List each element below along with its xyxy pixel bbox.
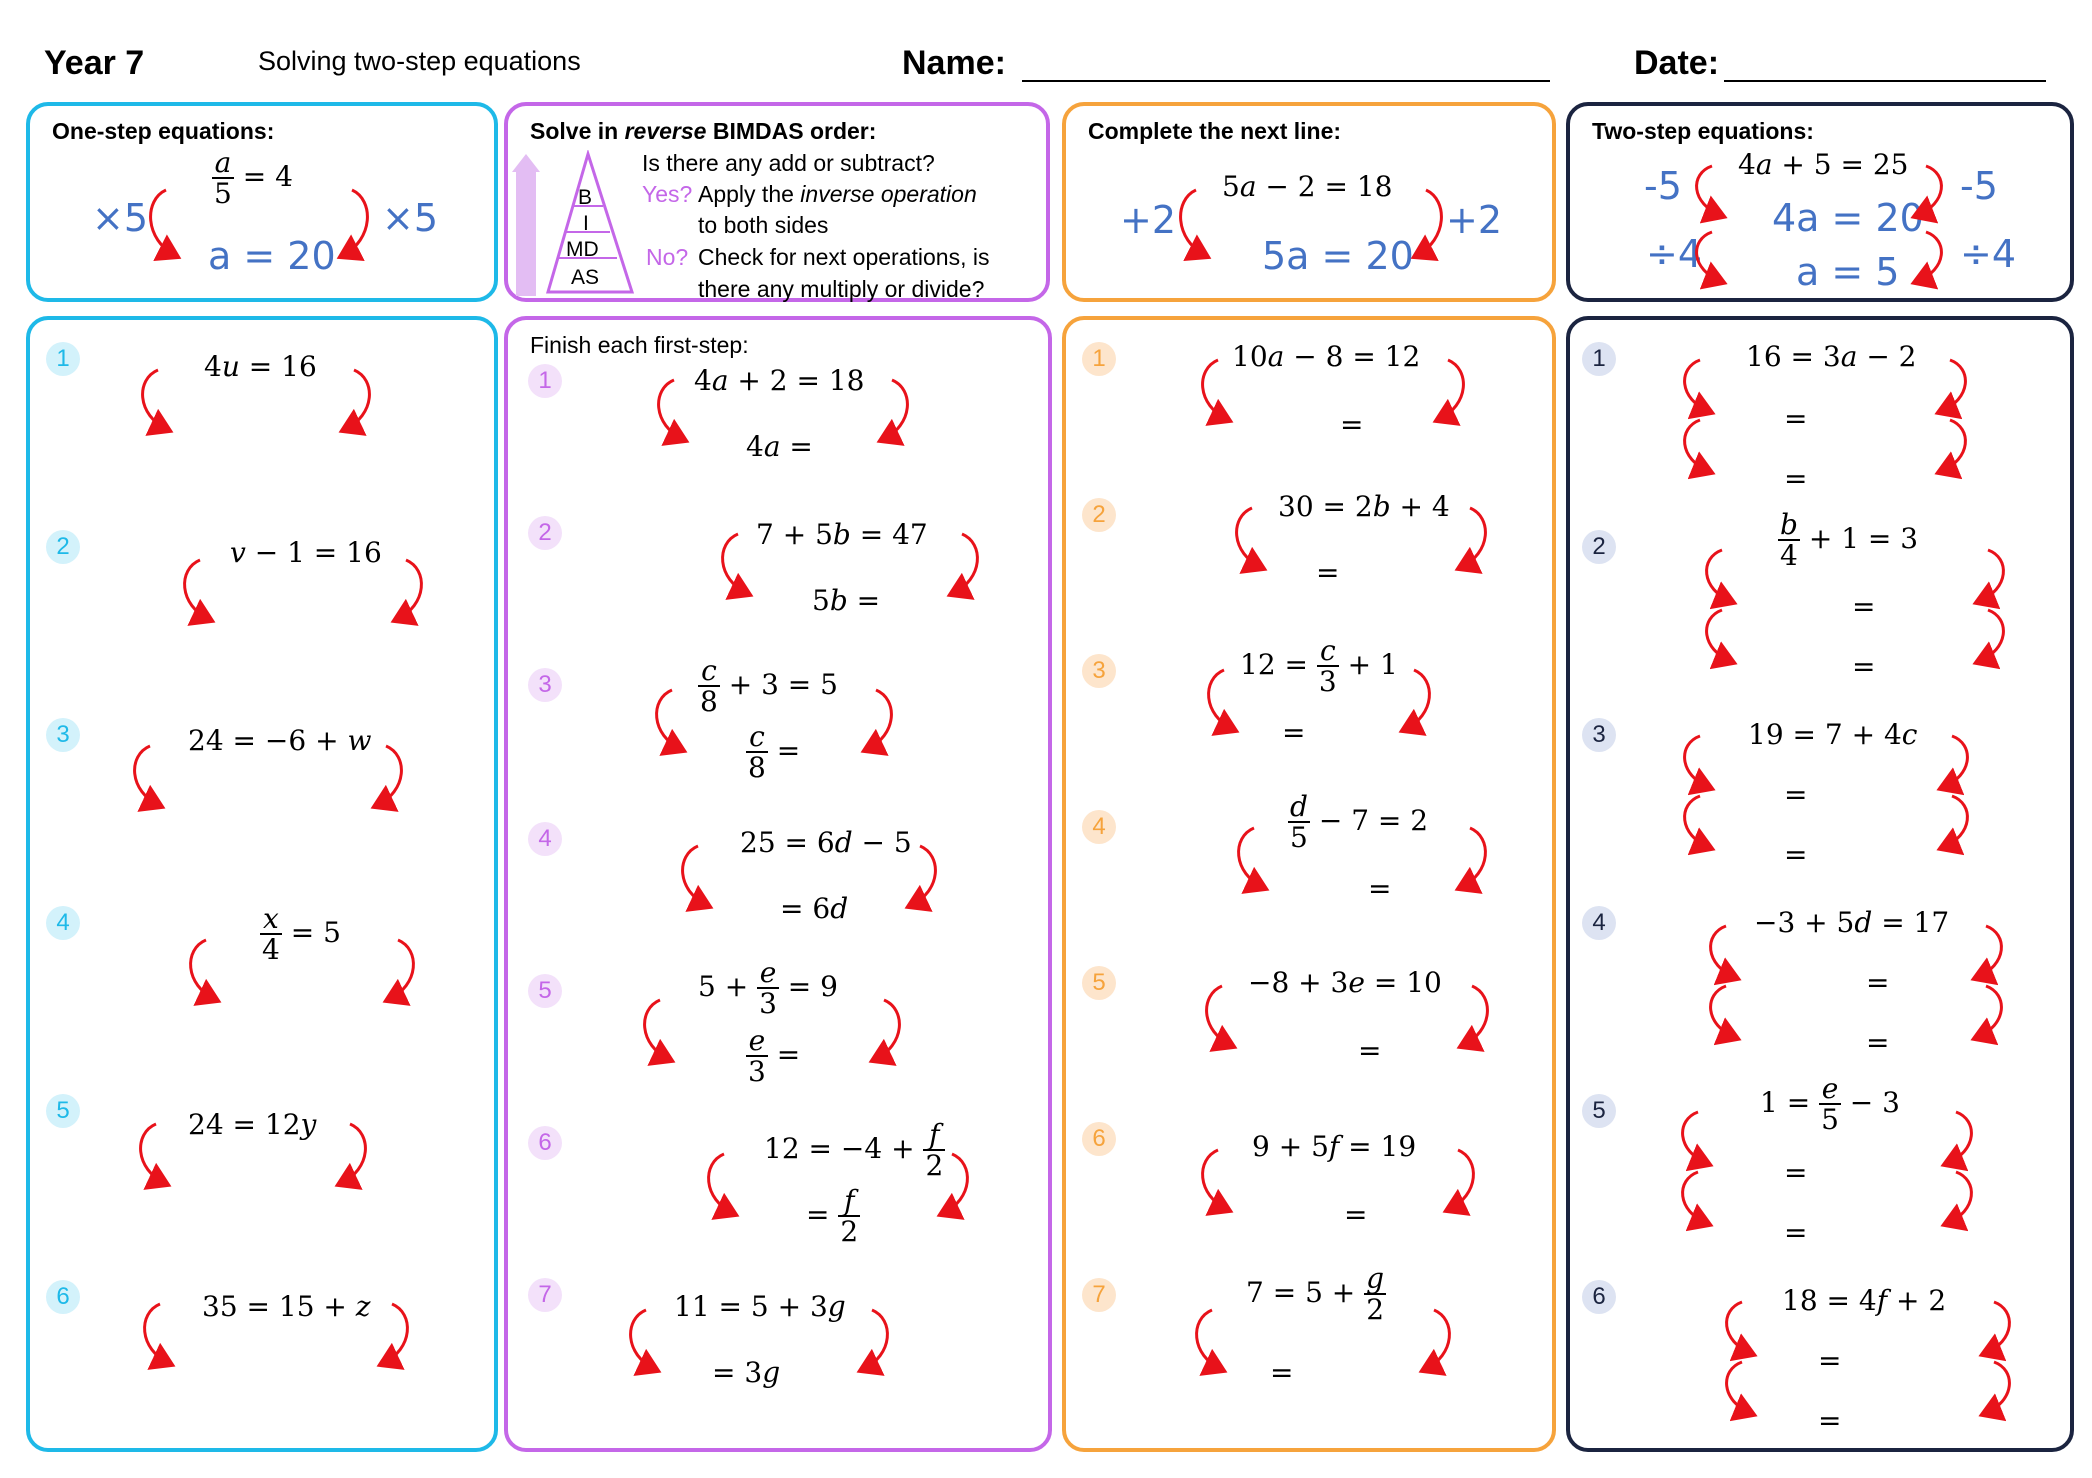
col1-number-1: 1 — [46, 342, 80, 376]
col4-line3-5[interactable]: = — [1784, 1216, 1808, 1249]
column-one-step — [26, 316, 498, 1452]
col4-line2-4[interactable]: = — [1866, 966, 1890, 999]
col2-number-6: 6 — [528, 1126, 562, 1160]
example-one-step-title: One-step equations: — [52, 118, 275, 144]
example-one-step-left-op: ×5 — [92, 196, 149, 240]
col4-equation-3: 19 = 7 + 4c — [1748, 718, 1918, 751]
bimdas-no-text-2: there any multiply or divide? — [698, 276, 985, 302]
year-label: Year 7 — [44, 44, 145, 82]
col2-equation-1: 4a + 2 = 18 — [694, 364, 865, 397]
col2-answer-3[interactable]: $\frac{c}{8}$ = — [748, 720, 801, 785]
example-two-step-line3: a = 5 — [1796, 250, 1900, 294]
col2-equation-5: 5 + $\frac{e}{3}$ = 9 — [698, 956, 838, 1021]
col3-answer-5[interactable]: = — [1358, 1034, 1382, 1067]
col3-number-7: 7 — [1082, 1278, 1116, 1312]
example-two-step-equation: 4a + 5 = 25 — [1738, 148, 1909, 181]
col4-line2-6[interactable]: = — [1818, 1344, 1842, 1377]
column-first-step — [504, 316, 1052, 1452]
col4-line3-6[interactable]: = — [1818, 1404, 1842, 1437]
col2-answer-5[interactable]: $\frac{e}{3}$ = — [748, 1024, 801, 1089]
col4-line3-1[interactable]: = — [1784, 462, 1808, 495]
col2-answer-2[interactable]: 5b = — [812, 584, 881, 617]
example-two-step-right-op2: ÷4 — [1960, 232, 2017, 276]
example-bimdas-title: Solve in reverse BIMDAS order: — [530, 118, 877, 144]
col3-equation-7: 7 = 5 + $\frac{g}{2}$ — [1246, 1262, 1385, 1327]
bimdas-no-text: Check for next operations, is — [698, 244, 990, 270]
col3-answer-1[interactable]: = — [1340, 408, 1364, 441]
col1-equation-3: 24 = −6 + w — [188, 724, 372, 757]
name-line[interactable] — [1022, 80, 1550, 82]
example-one-step-right-op: ×5 — [382, 196, 439, 240]
col3-answer-2[interactable]: = — [1316, 556, 1340, 589]
col3-answer-4[interactable]: = — [1368, 872, 1392, 905]
col3-equation-2: 30 = 2b + 4 — [1278, 490, 1450, 523]
col4-line2-2[interactable]: = — [1852, 590, 1876, 623]
col3-answer-6[interactable]: = — [1344, 1198, 1368, 1231]
col3-number-6: 6 — [1082, 1122, 1116, 1156]
col1-equation-5: 24 = 12y — [188, 1108, 317, 1141]
example-two-step-line2: 4a = 20 — [1772, 196, 1924, 240]
col2-equation-6: 12 = −4 + $\frac{f}{2}$ — [764, 1118, 944, 1183]
col3-answer-3[interactable]: = — [1282, 716, 1306, 749]
col2-number-4: 4 — [528, 822, 562, 856]
col1-equation-4: $\frac{x}{4}$ = 5 — [262, 902, 341, 967]
col4-line3-3[interactable]: = — [1784, 838, 1808, 871]
example-next-line-right-op: +2 — [1446, 198, 1503, 242]
col2-answer-6[interactable]: = $\frac{f}{2}$ — [806, 1184, 859, 1249]
col4-line3-2[interactable]: = — [1852, 650, 1876, 683]
col4-number-2: 2 — [1582, 530, 1616, 564]
col1-number-2: 2 — [46, 530, 80, 564]
example-next-line-title: Complete the next line: — [1088, 118, 1342, 144]
col1-number-3: 3 — [46, 718, 80, 752]
col4-line2-3[interactable]: = — [1784, 778, 1808, 811]
col4-number-1: 1 — [1582, 342, 1616, 376]
col2-number-5: 5 — [528, 974, 562, 1008]
example-two-step-left-op1: -5 — [1644, 164, 1682, 208]
col2-number-3: 3 — [528, 668, 562, 702]
col4-line2-1[interactable]: = — [1784, 402, 1808, 435]
col2-equation-2: 7 + 5b = 47 — [756, 518, 928, 551]
col3-number-2: 2 — [1082, 498, 1116, 532]
col4-line2-5[interactable]: = — [1784, 1156, 1808, 1189]
col2-equation-3: $\frac{c}{8}$ + 3 = 5 — [700, 654, 838, 719]
col3-equation-4: $\frac{d}{5}$ − 7 = 2 — [1290, 790, 1429, 855]
col3-answer-7[interactable]: = — [1270, 1356, 1294, 1389]
col3-equation-6: 9 + 5f = 19 — [1252, 1130, 1417, 1163]
col3-equation-1: 10a − 8 = 12 — [1232, 340, 1421, 373]
col4-equation-2: $\frac{b}{4}$ + 1 = 3 — [1780, 508, 1919, 573]
col3-equation-3: 12 = $\frac{c}{3}$ + 1 — [1240, 634, 1398, 699]
date-line[interactable] — [1724, 80, 2046, 82]
col4-equation-4: −3 + 5d = 17 — [1754, 906, 1950, 939]
example-two-step-title: Two-step equations: — [1592, 118, 1814, 144]
col2-number-1: 1 — [528, 364, 562, 398]
example-one-step-answer: a = 20 — [208, 234, 336, 278]
example-two-step-left-op2: ÷4 — [1646, 232, 1703, 276]
example-next-line-equation: 5a − 2 = 18 — [1222, 170, 1393, 203]
pyramid-md: MD — [566, 238, 599, 261]
example-next-line-answer: 5a = 20 — [1262, 234, 1414, 278]
col4-line3-4[interactable]: = — [1866, 1026, 1890, 1059]
example-next-line-left-op: +2 — [1120, 198, 1177, 242]
col2-answer-1[interactable]: 4a = — [746, 430, 813, 463]
col4-equation-1: 16 = 3a − 2 — [1746, 340, 1917, 373]
col2-equation-4: 25 = 6d − 5 — [740, 826, 912, 859]
col4-number-3: 3 — [1582, 718, 1616, 752]
topic-label: Solving two-step equations — [258, 46, 581, 76]
col3-number-5: 5 — [1082, 966, 1116, 1000]
col1-equation-6: 35 = 15 + z — [202, 1290, 371, 1323]
col3-number-4: 4 — [1082, 810, 1116, 844]
col2-number-7: 7 — [528, 1278, 562, 1312]
example-one-step-equation: $\frac{a}{5}$ = 4 — [214, 146, 293, 211]
col1-number-6: 6 — [46, 1280, 80, 1314]
bimdas-question: Is there any add or subtract? — [642, 150, 935, 176]
col4-equation-6: 18 = 4f + 2 — [1782, 1284, 1947, 1317]
column-two-step — [1566, 316, 2074, 1452]
col2-answer-4[interactable]: = 6d — [780, 892, 849, 925]
name-label: Name: — [902, 44, 1006, 82]
col4-number-4: 4 — [1582, 906, 1616, 940]
col2-answer-7[interactable]: = 3g — [712, 1356, 781, 1389]
example-two-step-right-op1: -5 — [1960, 164, 1998, 208]
col4-equation-5: 1 = $\frac{e}{5}$ − 3 — [1760, 1072, 1900, 1137]
date-label: Date: — [1634, 44, 1720, 82]
bimdas-yes-text-2: to both sides — [698, 212, 829, 238]
col1-equation-1: 4u = 16 — [204, 350, 317, 383]
col1-number-5: 5 — [46, 1094, 80, 1128]
pyramid-b: B — [578, 186, 593, 209]
col1-equation-2: v − 1 = 16 — [230, 536, 382, 569]
col2-number-2: 2 — [528, 516, 562, 550]
col3-number-3: 3 — [1082, 654, 1116, 688]
col3-number-1: 1 — [1082, 342, 1116, 376]
col3-equation-5: −8 + 3e = 10 — [1248, 966, 1442, 999]
col1-number-4: 4 — [46, 906, 80, 940]
pyramid-i: I — [583, 212, 589, 235]
col4-number-6: 6 — [1582, 1280, 1616, 1314]
col2-intro: Finish each first-step: — [530, 332, 749, 358]
bimdas-yes: Yes? — [642, 181, 693, 207]
pyramid-as: AS — [571, 266, 600, 289]
col2-equation-7: 11 = 5 + 3g — [674, 1290, 846, 1323]
col4-number-5: 5 — [1582, 1094, 1616, 1128]
bimdas-no: No? — [646, 244, 689, 270]
bimdas-yes-text: Apply the inverse operation — [698, 181, 977, 207]
